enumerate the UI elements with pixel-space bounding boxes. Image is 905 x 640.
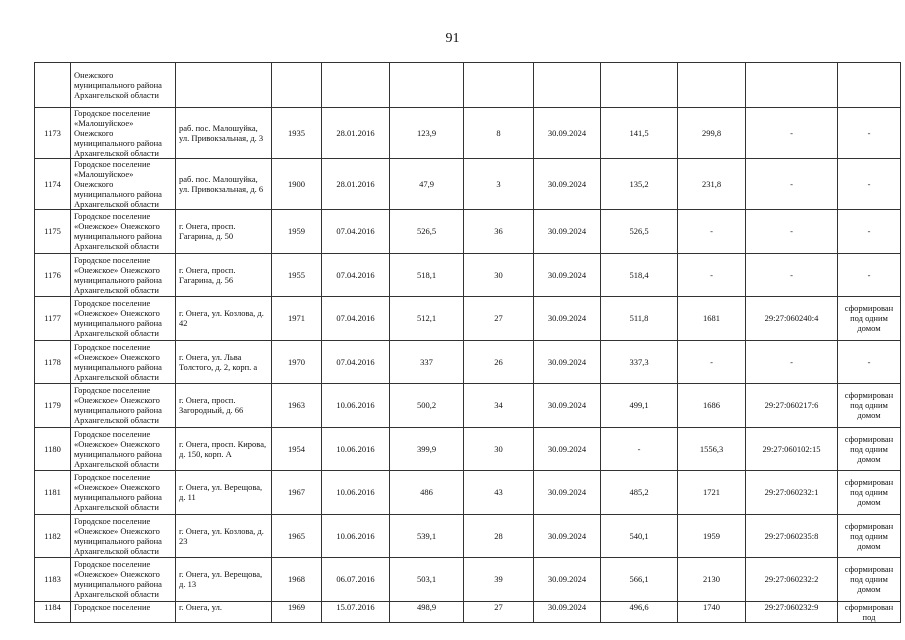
address-cell: г. Онега, ул. Козлова, д. 42: [176, 297, 272, 341]
cadastral-number-cell: -: [746, 108, 838, 159]
area-cell: [390, 63, 464, 108]
cadastral-number-cell: -: [746, 159, 838, 210]
note-cell: сформирован под одним домом: [838, 471, 901, 515]
land-area-cell: 1686: [678, 384, 746, 428]
row-number: 1182: [35, 514, 71, 558]
recognition-date-cell: 10.06.2016: [322, 384, 390, 428]
row-number: [35, 63, 71, 108]
area-cell: 399,9: [390, 427, 464, 471]
planned-date-cell: 30.09.2024: [534, 340, 601, 384]
page-number: 91: [445, 31, 460, 46]
planned-date-cell: 30.09.2024: [534, 210, 601, 254]
recognition-date-cell: 07.04.2016: [322, 340, 390, 384]
table-row: [35, 108, 901, 159]
planned-date-cell: 30.09.2024: [534, 601, 601, 622]
area-cell: 498,9: [390, 601, 464, 622]
area-cell: 526,5: [390, 210, 464, 254]
area-total-cell: 135,2: [601, 159, 678, 210]
housing-registry-table: [34, 62, 901, 623]
year-built-cell: 1900: [272, 159, 322, 210]
municipality-cell: Городское поселение «Онежское» Онежского муниципального района Архангельской области: [71, 384, 176, 428]
note-cell: -: [838, 210, 901, 254]
planned-date-cell: [534, 63, 601, 108]
municipality-cell: Городское поселение «Онежское» Онежского муниципального района Архангельской области: [71, 340, 176, 384]
address-cell: г. Онега, ул.: [176, 601, 272, 622]
area-total-cell: 566,1: [601, 558, 678, 602]
land-area-cell: 1721: [678, 471, 746, 515]
residents-count-cell: 27: [464, 601, 534, 622]
cadastral-number-cell: -: [746, 253, 838, 297]
land-area-cell: 231,8: [678, 159, 746, 210]
area-total-cell: 511,8: [601, 297, 678, 341]
area-total-cell: 540,1: [601, 514, 678, 558]
municipality-cell: Городское поселение «Онежское» Онежского муниципального района Архангельской области: [71, 210, 176, 254]
table-row: [35, 210, 901, 254]
cadastral-number-cell: 29:27:060217:6: [746, 384, 838, 428]
row-number: 1175: [35, 210, 71, 254]
table-row: [35, 297, 901, 341]
municipality-cell: Онежского муниципального района Архангельской области: [71, 63, 176, 108]
table-row: [35, 384, 901, 428]
cadastral-number-cell: [746, 63, 838, 108]
planned-date-cell: 30.09.2024: [534, 297, 601, 341]
year-built-cell: 1971: [272, 297, 322, 341]
year-built-cell: 1935: [272, 108, 322, 159]
cadastral-number-cell: 29:27:060240:4: [746, 297, 838, 341]
row-number: 1176: [35, 253, 71, 297]
residents-count-cell: [464, 63, 534, 108]
municipality-cell: Городское поселение «Онежское» Онежского муниципального района Архангельской области: [71, 514, 176, 558]
municipality-cell: Городское поселение «Малошуйское» Онежского муниципального района Архангельской области: [71, 159, 176, 210]
residents-count-cell: 3: [464, 159, 534, 210]
address-cell: г. Онега, ул. Льва Толстого, д. 2, корп. а: [176, 340, 272, 384]
recognition-date-cell: 10.06.2016: [322, 427, 390, 471]
cadastral-number-cell: 29:27:060232:2: [746, 558, 838, 602]
recognition-date-cell: [322, 63, 390, 108]
table-row: [35, 63, 901, 108]
cadastral-number-cell: 29:27:060232:9: [746, 601, 838, 622]
recognition-date-cell: 07.04.2016: [322, 210, 390, 254]
land-area-cell: 1681: [678, 297, 746, 341]
residents-count-cell: 8: [464, 108, 534, 159]
table-row: [35, 159, 901, 210]
row-number: 1179: [35, 384, 71, 428]
note-cell: сформирован под: [838, 601, 901, 622]
land-area-cell: 2130: [678, 558, 746, 602]
residents-count-cell: 39: [464, 558, 534, 602]
table-row: [35, 601, 901, 622]
table-row: [35, 514, 901, 558]
recognition-date-cell: 07.04.2016: [322, 253, 390, 297]
planned-date-cell: 30.09.2024: [534, 384, 601, 428]
row-number: 1177: [35, 297, 71, 341]
recognition-date-cell: 28.01.2016: [322, 159, 390, 210]
cadastral-number-cell: -: [746, 210, 838, 254]
planned-date-cell: 30.09.2024: [534, 471, 601, 515]
recognition-date-cell: 10.06.2016: [322, 471, 390, 515]
area-cell: 518,1: [390, 253, 464, 297]
municipality-cell: Городское поселение «Онежское» Онежского муниципального района Архангельской области: [71, 253, 176, 297]
table-row: [35, 558, 901, 602]
year-built-cell: 1968: [272, 558, 322, 602]
area-total-cell: 141,5: [601, 108, 678, 159]
year-built-cell: [272, 63, 322, 108]
address-cell: г. Онега, ул. Козлова, д. 23: [176, 514, 272, 558]
area-total-cell: 337,3: [601, 340, 678, 384]
land-area-cell: [678, 63, 746, 108]
recognition-date-cell: 15.07.2016: [322, 601, 390, 622]
area-total-cell: 526,5: [601, 210, 678, 254]
note-cell: сформирован под одним домом: [838, 514, 901, 558]
row-number: 1174: [35, 159, 71, 210]
planned-date-cell: 30.09.2024: [534, 558, 601, 602]
cadastral-number-cell: 29:27:060102:15: [746, 427, 838, 471]
note-cell: -: [838, 253, 901, 297]
planned-date-cell: 30.09.2024: [534, 159, 601, 210]
area-cell: 123,9: [390, 108, 464, 159]
year-built-cell: 1965: [272, 514, 322, 558]
area-total-cell: 485,2: [601, 471, 678, 515]
year-built-cell: 1955: [272, 253, 322, 297]
recognition-date-cell: 06.07.2016: [322, 558, 390, 602]
table-row: [35, 471, 901, 515]
residents-count-cell: 27: [464, 297, 534, 341]
area-total-cell: -: [601, 427, 678, 471]
note-cell: [838, 63, 901, 108]
area-cell: 539,1: [390, 514, 464, 558]
area-total-cell: 499,1: [601, 384, 678, 428]
municipality-cell: Городское поселение «Онежское» Онежского муниципального района Архангельской области: [71, 471, 176, 515]
residents-count-cell: 26: [464, 340, 534, 384]
cadastral-number-cell: 29:27:060232:1: [746, 471, 838, 515]
row-number: 1178: [35, 340, 71, 384]
address-cell: [176, 63, 272, 108]
municipality-cell: Городское поселение «Онежское» Онежского муниципального района Архангельской области: [71, 297, 176, 341]
land-area-cell: -: [678, 340, 746, 384]
row-number: 1180: [35, 427, 71, 471]
note-cell: -: [838, 108, 901, 159]
municipality-cell: Городское поселение «Онежское» Онежского муниципального района Архангельской области: [71, 427, 176, 471]
residents-count-cell: 34: [464, 384, 534, 428]
planned-date-cell: 30.09.2024: [534, 427, 601, 471]
recognition-date-cell: 10.06.2016: [322, 514, 390, 558]
address-cell: г. Онега, ул. Верещова, д. 11: [176, 471, 272, 515]
land-area-cell: -: [678, 210, 746, 254]
planned-date-cell: 30.09.2024: [534, 253, 601, 297]
address-cell: г. Онега, просп. Загородный, д. 66: [176, 384, 272, 428]
land-area-cell: 299,8: [678, 108, 746, 159]
area-cell: 337: [390, 340, 464, 384]
municipality-cell: Городское поселение: [71, 601, 176, 622]
year-built-cell: 1969: [272, 601, 322, 622]
address-cell: г. Онега, просп. Кирова, д. 150, корп. А: [176, 427, 272, 471]
note-cell: сформирован под одним домом: [838, 558, 901, 602]
area-total-cell: 518,4: [601, 253, 678, 297]
note-cell: сформирован под одним домом: [838, 297, 901, 341]
area-total-cell: [601, 63, 678, 108]
residents-count-cell: 30: [464, 427, 534, 471]
note-cell: -: [838, 159, 901, 210]
residents-count-cell: 43: [464, 471, 534, 515]
residents-count-cell: 30: [464, 253, 534, 297]
address-cell: г. Онега, ул. Верещова, д. 13: [176, 558, 272, 602]
address-cell: г. Онега, просп. Гагарина, д. 56: [176, 253, 272, 297]
year-built-cell: 1963: [272, 384, 322, 428]
land-area-cell: -: [678, 253, 746, 297]
area-cell: 47,9: [390, 159, 464, 210]
planned-date-cell: 30.09.2024: [534, 514, 601, 558]
cadastral-number-cell: 29:27:060235:8: [746, 514, 838, 558]
year-built-cell: 1970: [272, 340, 322, 384]
municipality-cell: Городское поселение «Онежское» Онежского муниципального района Архангельской области: [71, 558, 176, 602]
area-cell: 512,1: [390, 297, 464, 341]
note-cell: -: [838, 340, 901, 384]
recognition-date-cell: 07.04.2016: [322, 297, 390, 341]
row-number: 1183: [35, 558, 71, 602]
municipality-cell: Городское поселение «Малошуйское» Онежского муниципального района Архангельской области: [71, 108, 176, 159]
area-total-cell: 496,6: [601, 601, 678, 622]
address-cell: раб. пос. Малошуйка, ул. Привокзальная, д. 6: [176, 159, 272, 210]
land-area-cell: 1556,3: [678, 427, 746, 471]
residents-count-cell: 36: [464, 210, 534, 254]
row-number: 1181: [35, 471, 71, 515]
note-cell: сформирован под одним домом: [838, 427, 901, 471]
area-cell: 503,1: [390, 558, 464, 602]
table-row: [35, 340, 901, 384]
area-cell: 500,2: [390, 384, 464, 428]
row-number: 1173: [35, 108, 71, 159]
recognition-date-cell: 28.01.2016: [322, 108, 390, 159]
note-cell: сформирован под одним домом: [838, 384, 901, 428]
table-row: [35, 253, 901, 297]
year-built-cell: 1959: [272, 210, 322, 254]
land-area-cell: 1740: [678, 601, 746, 622]
table-row: [35, 427, 901, 471]
year-built-cell: 1954: [272, 427, 322, 471]
row-number: 1184: [35, 601, 71, 622]
planned-date-cell: 30.09.2024: [534, 108, 601, 159]
address-cell: раб. пос. Малошуйка, ул. Привокзальная, д. 3: [176, 108, 272, 159]
address-cell: г. Онега, просп. Гагарина, д. 50: [176, 210, 272, 254]
area-cell: 486: [390, 471, 464, 515]
residents-count-cell: 28: [464, 514, 534, 558]
cadastral-number-cell: -: [746, 340, 838, 384]
year-built-cell: 1967: [272, 471, 322, 515]
land-area-cell: 1959: [678, 514, 746, 558]
